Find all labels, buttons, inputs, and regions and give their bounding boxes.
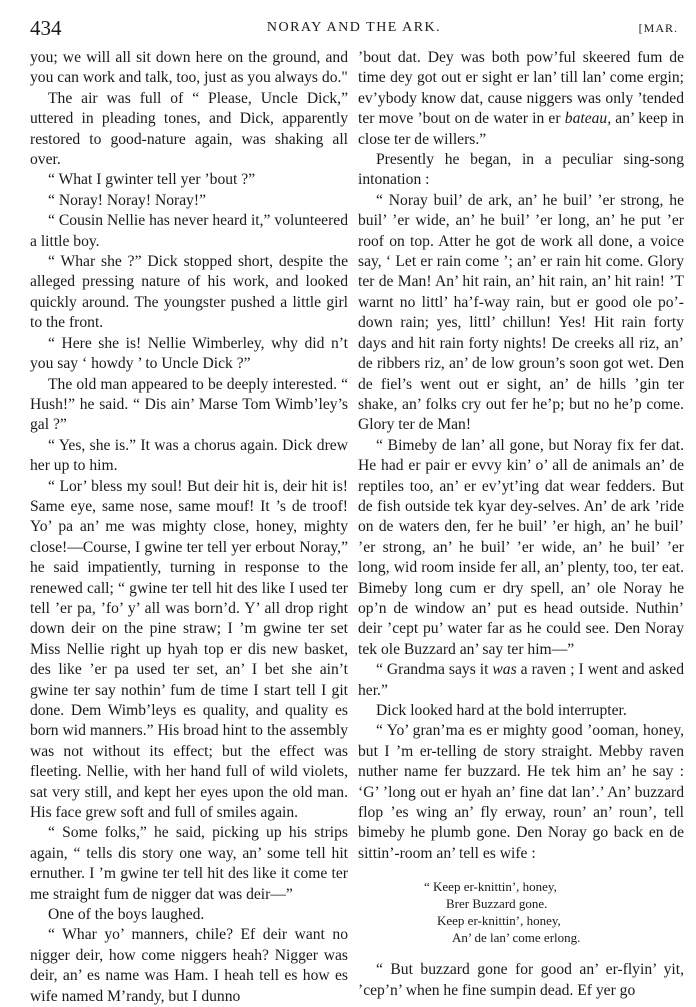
verse-line: “ Keep er-knittin’, honey, bbox=[424, 879, 557, 895]
left-column bbox=[30, 48, 348, 1007]
verse-line: Keep er-knittin’, honey, bbox=[437, 913, 561, 929]
paragraph: Dick looked hard at the bold interrupter. bbox=[376, 702, 627, 719]
paragraph: you; we will all sit down here on the ground, and you can work and talk, too, just as you always do." bbox=[30, 49, 348, 87]
text-run: an’ keep in close ter de willers.” bbox=[358, 110, 685, 148]
verse-block bbox=[358, 878, 684, 946]
text-run: ’bout dat. Dey was both pow’ful skeered fum de time dey got out er sight er lan’ till lan’ come ergin; ev’ybody know dat, cause niggers was only ’tended ter move ’bout on de water in er bbox=[358, 49, 684, 128]
paragraph: “ Whar yo’ manners, chile? Ef deir want no nigger deir, how come niggers heah? Nigger was deir, an’ es name was Ham. I heah tell es how es wife named M’randy, but I dunno bbox=[30, 926, 348, 1005]
italic-word: was bbox=[492, 661, 517, 679]
paragraph: “ What I gwinter tell yer ’bout ?” bbox=[48, 171, 256, 189]
paragraph: “ Here she is! Nellie Wimberley, why did n’t you say ‘ howdy ’ to Uncle Dick ?” bbox=[30, 334, 348, 373]
paragraph: “ Lor’ bless my soul! But deir hit is, deir hit is! Same eye, same nose, same mouf! It ’s de troof! Yo’ pa an’ me was mighty close, honey, mighty close!—Course, I gwine ter tell yer erbout Noray,” he said impatiently, turning in response to the renewed call; “ gwine ter tell hit des like I used ter tell ’er pa, ’fo’ y’ all was born’d. Y’ all drop right down deir on the pine straw; I ’m gwine ter set Miss Nellie right up hyah top er dis new basket, des like ’er pa used ter set, an’ I bet she ain’t gwine ter say nothin’ fum de time I start tell I git done. Dem Wimb’leys es quality, and quality es born wid manners.” His broad hint to the assembly was not without its effect; but the effect was fleeting. Nellie, with her hand full of wild violets, sat very still, and kept her eyes upon the old man. His face grew soft and full of smiles again. bbox=[30, 477, 348, 822]
paragraph: “ Yes, she is.” It was a chorus again. Dick drew her up to him. bbox=[30, 436, 348, 475]
paragraph: “ Noray buil’ de ark, an’ he buil’ ’er strong, he buil’ ’er wide, an’ he buil’ ’er long, an’ he put ’er roof on top. Atter he got de work all done, a voice say, ‘ Let er rain come ’; an’ er rain hit come. Glory ter de Man! An’ hit rain, an’ hit rain, an’ hit rain! ’T warnt no littl’ ha’f-way rain, but er good ole po’-down rain; yes, littl’ chillun! Yes! Hit rain forty days and hit rain forty nights! De creeks all riz, an’ de ribbers riz, an’ de low groun’s soon got wet. Den de fiel’s went out er sight, an’ de hills ’gin ter shake, an’ folks cry out fer he’p; but no he’p come. Glory ter de Man! bbox=[358, 191, 684, 434]
paragraph: “ But buzzard gone for good an’ er-flyin’ yit, ’cep’n’ when he fine sumpin dead. Ef yer go bbox=[358, 961, 684, 999]
paragraph: “ Noray! Noray! Noray!” bbox=[48, 191, 207, 209]
italic-word: bateau, bbox=[564, 110, 612, 128]
paragraph: “ Whar she ?” Dick stopped short, despite the alleged pressing nature of his work, and looked quickly around. The youngster pushed a little girl to the front. bbox=[30, 253, 348, 332]
paragraph: “ Cousin Nellie has never heard it,” volunteered a little boy. bbox=[30, 212, 348, 250]
text-run: a raven ; I went and asked her.” bbox=[358, 661, 684, 699]
paragraph: The air was full of “ Please, Uncle Dick,” uttered in pleading tones, and Dick, apparently restored to good-nature again, was shaking all over. bbox=[30, 89, 348, 169]
running-title: NORAY AND THE ARK. bbox=[266, 20, 442, 35]
running-month: [MAR. bbox=[638, 21, 678, 35]
paragraph bbox=[358, 48, 684, 150]
paragraph bbox=[358, 660, 684, 701]
right-column bbox=[358, 48, 684, 1001]
verse-line: An’ de lan’ come erlong. bbox=[452, 930, 581, 946]
page-number: 434 bbox=[30, 16, 62, 40]
paragraph: “ Yo’ gran’ma es er mighty good ’ooman, honey, but I ’m er-telling de story straight. Mebby raven nuther name fer buzzard. He tek him an’ he say : ‘G’ ’long out er hyah an’ fine dat lan’.’ An’ buzzard flop ’es wing an’ fly erway, roun’ an’ roun’, tell bimeby he plumb gone. Den Noray go back en de sittin’-room an’ tell es wife : bbox=[358, 722, 684, 862]
paragraph: One of the boys laughed. bbox=[48, 906, 205, 924]
text-run: “ Grandma says it bbox=[376, 661, 493, 679]
paragraph: “ Bimeby de lan’ all gone, but Noray fix fer dat. He had er pair er evvy kin’ o’ all de animals an’ de reptiles too, an’ er ev’yt’ing dat wear fedders. But de fish outside tek kyar dey-selves. An’ de ark ’ride on de waters den, fer he buil’ ’er high, an’ he buil’ ’er strong, an’ he buil’ ’er wide, an’ he buil’ ’er long, wid room inside fer all, an’ plenty, too, ter eat. Bimeby long cum er dry spell, an’ ole Noray he op’n de window an’ put es head outside. Nuthin’ deir ’cept pu’ water far as he could see. Den Noray tek ole Buzzard an’ say ter him—” bbox=[358, 436, 684, 658]
paragraph: The old man appeared to be deeply interested. “ Hush!” he said. “ Dis ain’ Marse Tom Wimb’ley’s gal ?” bbox=[30, 375, 348, 434]
verse-line: Brer Buzzard gone. bbox=[446, 896, 548, 912]
paragraph: Presently he began, in a peculiar sing-song intonation : bbox=[358, 151, 684, 189]
paragraph: “ Some folks,” he said, picking up his strips again, “ tells dis story one way, an’ some tell hit ernuther. I ’m gwine ter tell hit des like it come ter me straight fum de nigger dat was deir—” bbox=[30, 824, 348, 903]
running-header bbox=[30, 16, 678, 40]
